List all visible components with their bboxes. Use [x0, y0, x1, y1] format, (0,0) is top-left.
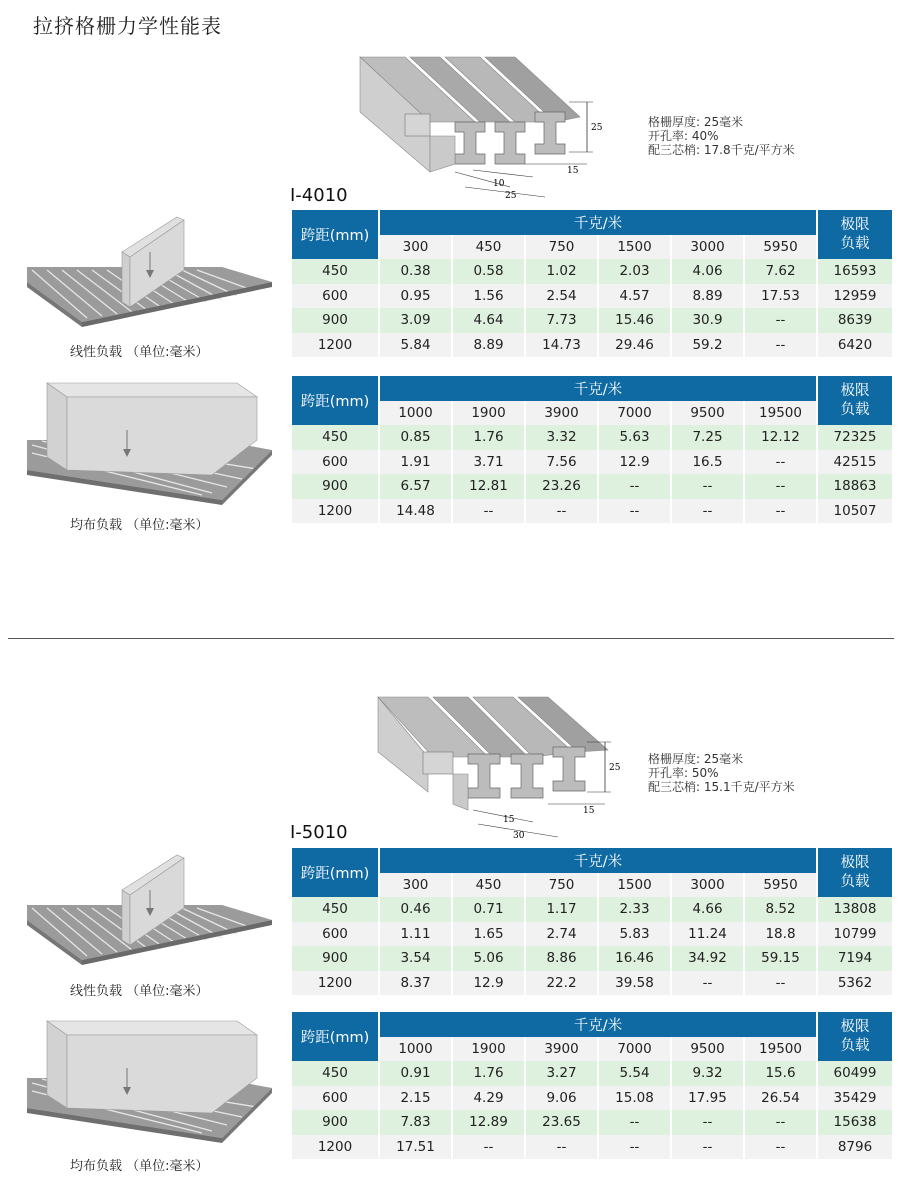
dim-pitch-label: 25	[505, 191, 517, 201]
span-header: 跨距(mm)	[292, 1012, 378, 1061]
value-cell: --	[453, 499, 524, 524]
ultimate-cell: 8639	[818, 308, 892, 333]
grating-profile-drawing	[355, 52, 615, 202]
span-cell: 600	[292, 450, 378, 475]
value-cell: 16.46	[599, 946, 670, 971]
load-value-header: 7000	[599, 401, 670, 426]
value-cell: 0.95	[380, 284, 451, 309]
value-cell: --	[672, 499, 743, 524]
value-cell: --	[526, 1135, 597, 1160]
value-cell: 0.91	[380, 1061, 451, 1086]
value-cell: --	[745, 1110, 816, 1135]
value-cell: 1.91	[380, 450, 451, 475]
table-row	[292, 1086, 892, 1111]
load-value-header: 750	[526, 873, 597, 898]
table-row	[292, 425, 892, 450]
value-cell: 3.71	[453, 450, 524, 475]
value-cell: 0.85	[380, 425, 451, 450]
table-row	[292, 259, 892, 284]
value-cell: --	[599, 474, 670, 499]
section-divider	[8, 638, 894, 639]
value-cell: 3.54	[380, 946, 451, 971]
value-cell: 26.54	[745, 1086, 816, 1111]
table-row	[292, 308, 892, 333]
grating-profile-drawing	[373, 692, 633, 842]
value-cell: 18.8	[745, 922, 816, 947]
table-row	[292, 971, 892, 996]
load-value-header: 3000	[672, 235, 743, 260]
line-load-table	[290, 848, 894, 995]
table-row	[292, 1110, 892, 1135]
ultimate-cell: 35429	[818, 1086, 892, 1111]
unit-header: 千克/米	[380, 210, 816, 235]
span-cell: 450	[292, 897, 378, 922]
span-cell: 600	[292, 284, 378, 309]
value-cell: 15.46	[599, 308, 670, 333]
table-row	[292, 450, 892, 475]
value-cell: --	[672, 1135, 743, 1160]
value-cell: 5.84	[380, 333, 451, 358]
span-cell: 900	[292, 946, 378, 971]
value-cell: 2.54	[526, 284, 597, 309]
ultimate-load-header: 极限 负载	[818, 1012, 892, 1061]
table-row	[292, 284, 892, 309]
dim-flange-label: 15	[583, 806, 595, 816]
value-cell: 17.95	[672, 1086, 743, 1111]
load-value-header: 1900	[453, 1037, 524, 1062]
ultimate-cell: 60499	[818, 1061, 892, 1086]
table-row	[292, 897, 892, 922]
table-row	[292, 922, 892, 947]
value-cell: 14.48	[380, 499, 451, 524]
value-cell: 5.54	[599, 1061, 670, 1086]
value-cell: --	[599, 1110, 670, 1135]
table-row	[292, 946, 892, 971]
value-cell: 15.08	[599, 1086, 670, 1111]
value-cell: 34.92	[672, 946, 743, 971]
value-cell: 12.12	[745, 425, 816, 450]
value-cell: --	[745, 450, 816, 475]
value-cell: 9.06	[526, 1086, 597, 1111]
span-cell: 1200	[292, 971, 378, 996]
value-cell: 2.15	[380, 1086, 451, 1111]
page-title: 拉挤格栅力学性能表	[33, 14, 222, 38]
value-cell: 30.9	[672, 308, 743, 333]
uniform-load-table	[290, 376, 894, 523]
dim-bar-label: 15	[503, 815, 515, 825]
value-cell: 7.25	[672, 425, 743, 450]
ultimate-cell: 18863	[818, 474, 892, 499]
value-cell: 0.58	[453, 259, 524, 284]
span-cell: 1200	[292, 1135, 378, 1160]
load-value-header: 300	[380, 873, 451, 898]
load-value-header: 19500	[745, 401, 816, 426]
span-cell: 900	[292, 1110, 378, 1135]
spec-open-area: 开孔率: 40%	[648, 129, 719, 143]
value-cell: 4.29	[453, 1086, 524, 1111]
span-cell: 450	[292, 259, 378, 284]
ultimate-cell: 42515	[818, 450, 892, 475]
uniform-load-caption: 均布负载 （单位:毫米）	[70, 518, 209, 533]
value-cell: 4.64	[453, 308, 524, 333]
model-name: I-5010	[290, 822, 348, 843]
value-cell: 29.46	[599, 333, 670, 358]
value-cell: 15.6	[745, 1061, 816, 1086]
value-cell: --	[672, 474, 743, 499]
line-load-table	[290, 210, 894, 357]
value-cell: 1.02	[526, 259, 597, 284]
value-cell: 0.71	[453, 897, 524, 922]
value-cell: 7.83	[380, 1110, 451, 1135]
value-cell: 11.24	[672, 922, 743, 947]
value-cell: 17.51	[380, 1135, 451, 1160]
load-value-header: 5950	[745, 873, 816, 898]
value-cell: 6.57	[380, 474, 451, 499]
value-cell: --	[745, 499, 816, 524]
table-row	[292, 474, 892, 499]
value-cell: --	[672, 1110, 743, 1135]
value-cell: 22.2	[526, 971, 597, 996]
ultimate-load-header: 极限 负载	[818, 210, 892, 259]
value-cell: 3.32	[526, 425, 597, 450]
value-cell: 17.53	[745, 284, 816, 309]
ultimate-cell: 72325	[818, 425, 892, 450]
line-load-caption: 线性负载 （单位:毫米）	[70, 984, 209, 999]
value-cell: 1.17	[526, 897, 597, 922]
load-value-header: 1500	[599, 235, 670, 260]
value-cell: 1.65	[453, 922, 524, 947]
load-value-header: 9500	[672, 1037, 743, 1062]
value-cell: 8.89	[453, 333, 524, 358]
value-cell: 2.03	[599, 259, 670, 284]
dim-bar-label: 10	[493, 179, 505, 189]
value-cell: --	[745, 308, 816, 333]
ultimate-cell: 10799	[818, 922, 892, 947]
value-cell: 3.27	[526, 1061, 597, 1086]
value-cell: --	[526, 499, 597, 524]
value-cell: 1.11	[380, 922, 451, 947]
line-load-caption: 线性负载 （单位:毫米）	[70, 345, 209, 360]
unit-header: 千克/米	[380, 376, 816, 401]
span-cell: 1200	[292, 333, 378, 358]
value-cell: 7.62	[745, 259, 816, 284]
value-cell: 4.66	[672, 897, 743, 922]
value-cell: --	[745, 333, 816, 358]
spec-weight: 配三芯梢: 17.8千克/平方米	[648, 143, 795, 157]
ultimate-cell: 6420	[818, 333, 892, 358]
ultimate-cell: 7194	[818, 946, 892, 971]
span-cell: 450	[292, 425, 378, 450]
span-cell: 600	[292, 922, 378, 947]
value-cell: 8.52	[745, 897, 816, 922]
value-cell: 12.9	[599, 450, 670, 475]
value-cell: --	[672, 971, 743, 996]
value-cell: 5.63	[599, 425, 670, 450]
uniform-load-illustration	[22, 1013, 277, 1143]
value-cell: 1.76	[453, 1061, 524, 1086]
ultimate-cell: 15638	[818, 1110, 892, 1135]
ultimate-cell: 16593	[818, 259, 892, 284]
span-header: 跨距(mm)	[292, 848, 378, 897]
value-cell: 12.81	[453, 474, 524, 499]
span-cell: 900	[292, 308, 378, 333]
value-cell: 8.37	[380, 971, 451, 996]
unit-header: 千克/米	[380, 1012, 816, 1037]
value-cell: 16.5	[672, 450, 743, 475]
value-cell: 2.74	[526, 922, 597, 947]
specs-block	[648, 115, 795, 157]
value-cell: 23.65	[526, 1110, 597, 1135]
uniform-load-illustration	[22, 375, 277, 505]
span-header: 跨距(mm)	[292, 210, 378, 259]
value-cell: 39.58	[599, 971, 670, 996]
value-cell: --	[599, 1135, 670, 1160]
dim-flange-label: 15	[567, 166, 579, 176]
value-cell: 59.15	[745, 946, 816, 971]
value-cell: 1.76	[453, 425, 524, 450]
load-value-header: 3000	[672, 873, 743, 898]
spec-thickness: 格栅厚度: 25毫米	[648, 115, 744, 129]
ultimate-load-header: 极限 负载	[818, 848, 892, 897]
value-cell: --	[745, 1135, 816, 1160]
ultimate-cell: 10507	[818, 499, 892, 524]
ultimate-cell: 13808	[818, 897, 892, 922]
load-value-header: 450	[453, 873, 524, 898]
spec-thickness: 格栅厚度: 25毫米	[648, 752, 744, 766]
value-cell: 7.73	[526, 308, 597, 333]
uniform-load-table	[290, 1012, 894, 1159]
value-cell: 5.06	[453, 946, 524, 971]
value-cell: 12.9	[453, 971, 524, 996]
model-name: I-4010	[290, 185, 348, 206]
load-value-header: 3900	[526, 401, 597, 426]
load-value-header: 9500	[672, 401, 743, 426]
span-cell: 1200	[292, 499, 378, 524]
unit-header: 千克/米	[380, 848, 816, 873]
value-cell: 14.73	[526, 333, 597, 358]
table-row	[292, 333, 892, 358]
value-cell: 8.86	[526, 946, 597, 971]
value-cell: --	[745, 474, 816, 499]
ultimate-cell: 5362	[818, 971, 892, 996]
line-load-illustration	[22, 850, 277, 965]
load-value-header: 5950	[745, 235, 816, 260]
value-cell: --	[453, 1135, 524, 1160]
table-row	[292, 499, 892, 524]
value-cell: 1.56	[453, 284, 524, 309]
spec-weight: 配三芯梢: 15.1千克/平方米	[648, 780, 795, 794]
span-cell: 900	[292, 474, 378, 499]
value-cell: 9.32	[672, 1061, 743, 1086]
load-value-header: 300	[380, 235, 451, 260]
spec-open-area: 开孔率: 50%	[648, 766, 719, 780]
span-header: 跨距(mm)	[292, 376, 378, 425]
value-cell: 4.06	[672, 259, 743, 284]
value-cell: 3.09	[380, 308, 451, 333]
value-cell: 59.2	[672, 333, 743, 358]
value-cell: 23.26	[526, 474, 597, 499]
value-cell: 7.56	[526, 450, 597, 475]
value-cell: 0.38	[380, 259, 451, 284]
uniform-load-caption: 均布负载 （单位:毫米）	[70, 1159, 209, 1174]
value-cell: 12.89	[453, 1110, 524, 1135]
load-value-header: 7000	[599, 1037, 670, 1062]
load-value-header: 3900	[526, 1037, 597, 1062]
span-cell: 600	[292, 1086, 378, 1111]
value-cell: 5.83	[599, 922, 670, 947]
load-value-header: 1000	[380, 401, 451, 426]
ultimate-cell: 8796	[818, 1135, 892, 1160]
load-value-header: 1500	[599, 873, 670, 898]
table-row	[292, 1135, 892, 1160]
load-value-header: 19500	[745, 1037, 816, 1062]
dim-height-label: 25	[591, 123, 603, 133]
specs-block	[648, 752, 795, 794]
ultimate-cell: 12959	[818, 284, 892, 309]
ultimate-load-header: 极限 负载	[818, 376, 892, 425]
span-cell: 450	[292, 1061, 378, 1086]
value-cell: 4.57	[599, 284, 670, 309]
table-row	[292, 1061, 892, 1086]
load-value-header: 450	[453, 235, 524, 260]
value-cell: --	[599, 499, 670, 524]
dim-pitch-label: 30	[513, 831, 525, 841]
dim-height-label: 25	[609, 763, 621, 773]
load-value-header: 750	[526, 235, 597, 260]
load-value-header: 1000	[380, 1037, 451, 1062]
line-load-illustration	[22, 212, 277, 327]
value-cell: 8.89	[672, 284, 743, 309]
value-cell: 0.46	[380, 897, 451, 922]
load-value-header: 1900	[453, 401, 524, 426]
value-cell: --	[745, 971, 816, 996]
value-cell: 2.33	[599, 897, 670, 922]
